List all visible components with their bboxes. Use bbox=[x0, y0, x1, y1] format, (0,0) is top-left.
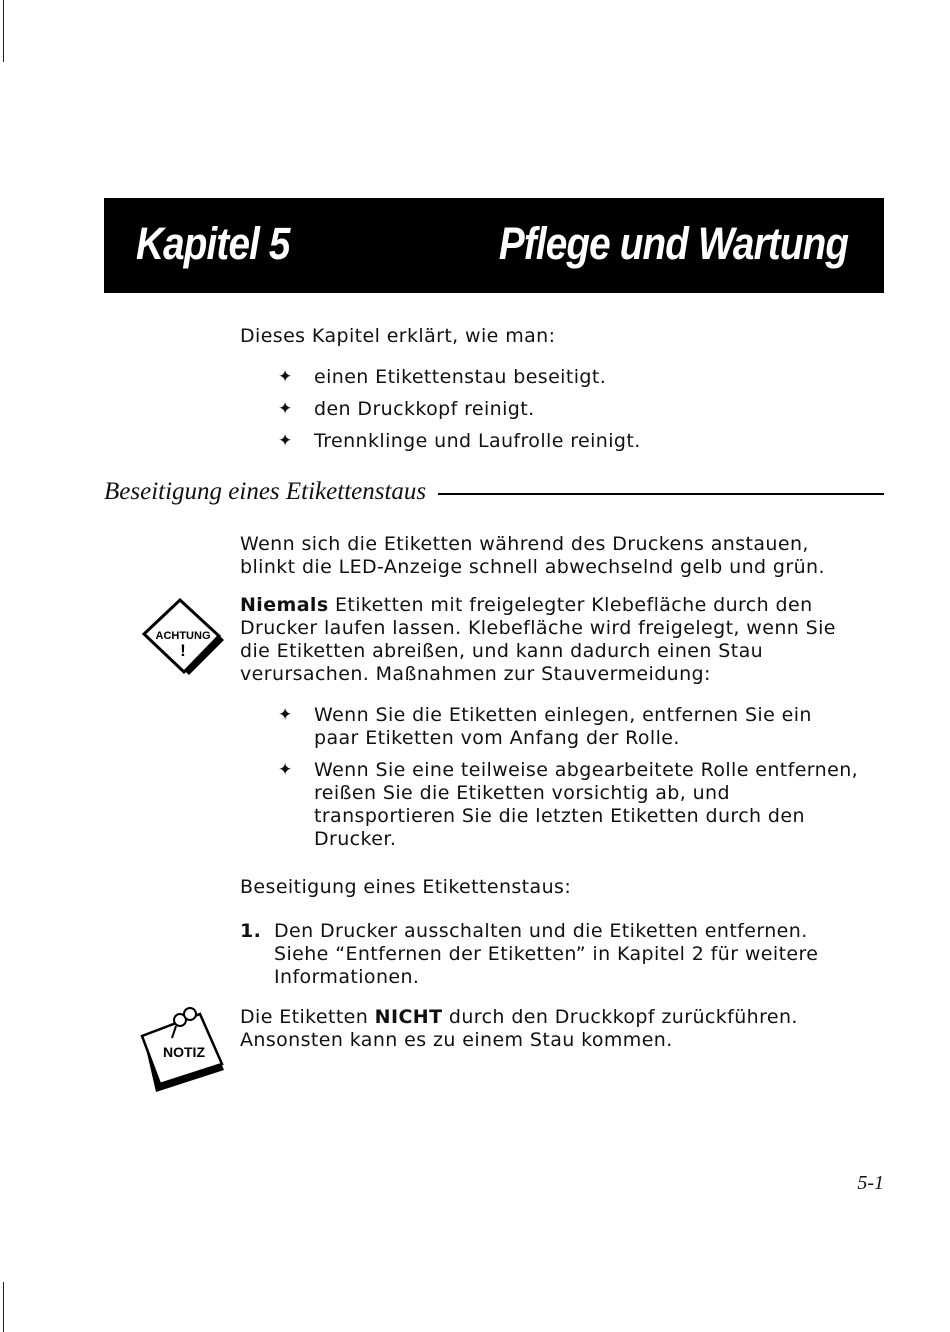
caution-icon-label: ACHTUNG bbox=[155, 630, 211, 642]
intro-bullet-list bbox=[278, 366, 641, 462]
chapter-title: Pflege und Wartung bbox=[498, 218, 848, 269]
page-number: 5-1 bbox=[857, 1172, 884, 1194]
list-item: ✦ den Druckkopf reinigt. bbox=[278, 398, 535, 420]
crop-mark-top bbox=[3, 0, 4, 62]
chapter-number: Kapitel 5 bbox=[136, 218, 290, 269]
caution-text: Niemals Etiketten mit freigelegter Klebefläche durch den Drucker laufen lassen. Klebefläche wird freigelegt, wenn Sie die Etiketten abreißen, und kann dadurch einen Stau verursachen. Maßnahmen zur Stauvermeidung: bbox=[240, 594, 836, 685]
bullet-star-icon: ✦ bbox=[278, 705, 293, 725]
crop-mark-bottom bbox=[3, 1282, 4, 1332]
bullet-star-icon: ✦ bbox=[278, 431, 293, 451]
step-text: Den Drucker ausschalten und die Etiketten entfernen. Siehe “Entfernen der Etiketten” in Kapitel 2 für weitere Informationen. bbox=[274, 920, 819, 988]
caution-bullet-list bbox=[278, 704, 858, 860]
section-heading-text: Beseitigung eines Etikettenstaus bbox=[104, 478, 427, 505]
caution-icon bbox=[140, 598, 228, 678]
intro-text: Dieses Kapitel erklärt, wie man: bbox=[240, 325, 556, 347]
section-heading bbox=[104, 478, 884, 506]
list-item: ✦ Wenn Sie eine teilweise abgearbeitete Rolle entfernen, reißen Sie die Etiketten vorsichtig ab, und transportieren Sie die letzten Etiketten durch den Drucker. bbox=[278, 759, 859, 850]
step-number: 1. bbox=[240, 920, 262, 942]
list-item: ✦ einen Etikettenstau beseitigt. bbox=[278, 366, 607, 388]
note-bold-word: NICHT bbox=[374, 1006, 443, 1028]
section-paragraph: Wenn sich die Etiketten während des Druckens anstauen, blinkt die LED-Anzeige schnell abwechselnd gelb und grün. bbox=[240, 533, 825, 578]
list-item: ✦ Wenn Sie die Etiketten einlegen, entfernen Sie ein paar Etiketten vom Anfang der Rolle. bbox=[278, 704, 812, 749]
list-item: ✦ Trennklinge und Laufrolle reinigt. bbox=[278, 430, 641, 452]
bullet-star-icon: ✦ bbox=[278, 367, 293, 387]
note-icon-label: NOTIZ bbox=[163, 1044, 205, 1060]
bullet-star-icon: ✦ bbox=[278, 399, 293, 419]
caution-bold-word: Niemals bbox=[240, 594, 329, 616]
steps-intro: Beseitigung eines Etikettenstaus: bbox=[240, 876, 572, 898]
caution-icon-mark: ! bbox=[180, 641, 186, 660]
note-icon bbox=[138, 1004, 228, 1096]
note-text: Die Etiketten NICHT durch den Druckkopf zurückführen. Ansonsten kann es zu einem Stau kommen. bbox=[240, 1006, 798, 1051]
chapter-banner bbox=[104, 198, 884, 293]
bullet-star-icon: ✦ bbox=[278, 760, 293, 780]
section-heading-rule bbox=[438, 493, 884, 495]
